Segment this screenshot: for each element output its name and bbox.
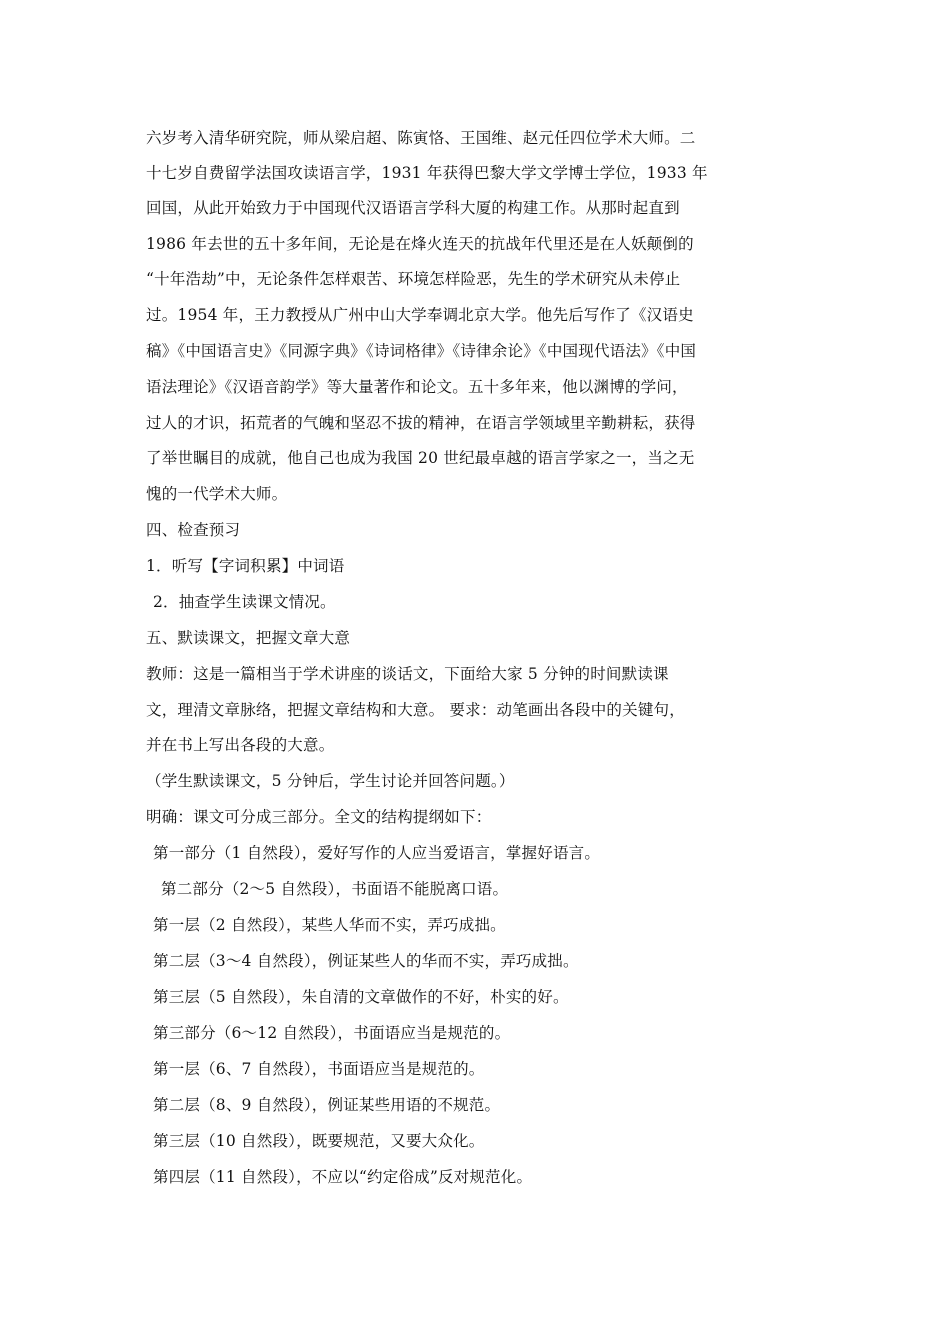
paragraph-line: 回国，从此开始致力于中国现代汉语语言学科大厦的构建工作。从那时起直到	[146, 199, 680, 217]
outline-layer: 第四层（11 自然段），不应以“约定俗成”反对规范化。	[153, 1168, 533, 1186]
section-heading: 五、默读课文，把握文章大意	[146, 629, 351, 647]
outline-layer: 第一层（6、7 自然段），书面语应当是规范的。	[153, 1060, 485, 1078]
paragraph-line: 1986 年去世的五十多年间，无论是在烽火连天的抗战年代里还是在人妖颠倒的	[146, 235, 694, 253]
paragraph-line: 稿》《中国语言史》《同源字典》《诗词格律》《诗律余论》《中国现代语法》《中国	[146, 342, 697, 360]
outline-layer: 第三层（10 自然段），既要规范，又要大众化。	[153, 1132, 485, 1150]
paragraph-line: “十年浩劫”中，无论条件怎样艰苦、环境怎样险恶，先生的学术研究从未停止	[146, 270, 681, 288]
paragraph-line: 十七岁自费留学法国攻读语言学，1931 年获得巴黎大学文学博士学位，1933 年	[146, 164, 708, 182]
outline-part: 第一部分（1 自然段），爱好写作的人应当爱语言，掌握好语言。	[153, 844, 601, 862]
note-line: （学生默读课文，5 分钟后，学生讨论并回答问题。）	[146, 772, 515, 790]
outline-part: 第三部分（6～12 自然段），书面语应当是规范的。	[153, 1024, 511, 1042]
section-heading: 四、检查预习	[146, 521, 241, 539]
paragraph-line: 明确：课文可分成三部分。全文的结构提纲如下：	[146, 808, 492, 826]
paragraph-line: 愧的一代学术大师。	[146, 485, 288, 503]
outline-layer: 第一层（2 自然段），某些人华而不实，弄巧成拙。	[153, 916, 506, 934]
list-item: 2．抽查学生读课文情况。	[153, 593, 336, 611]
outline-layer: 第三层（5 自然段），朱自清的文章做作的不好，朴实的好。	[153, 988, 569, 1006]
paragraph-line: 语法理论》《汉语音韵学》等大量著作和论文。五十多年来，他以渊博的学问，	[146, 378, 688, 396]
paragraph-line: 文，理清文章脉络，把握文章结构和大意。 要求：动笔画出各段中的关键句，	[146, 701, 685, 719]
paragraph-line: 过人的才识，拓荒者的气魄和坚忍不拔的精神，在语言学领域里辛勤耕耘，获得	[146, 414, 696, 432]
outline-part: 第二部分（2～5 自然段），书面语不能脱离口语。	[161, 880, 509, 898]
paragraph-line: 教师：这是一篇相当于学术讲座的谈话文，下面给大家 5 分钟的时间默读课	[146, 665, 669, 683]
outline-layer: 第二层（3～4 自然段），例证某些人的华而不实，弄巧成拙。	[153, 952, 579, 970]
paragraph-line: 并在书上写出各段的大意。	[146, 736, 335, 754]
paragraph-line: 过。1954 年，王力教授从广州中山大学奉调北京大学。他先后写作了《汉语史	[146, 306, 694, 324]
paragraph-line: 六岁考入清华研究院，师从梁启超、陈寅恪、王国维、赵元任四位学术大师。二	[146, 129, 696, 147]
list-item: 1．听写【字词积累】中词语	[146, 557, 345, 575]
outline-layer: 第二层（8、9 自然段），例证某些用语的不规范。	[153, 1096, 501, 1114]
paragraph-line: 了举世瞩目的成就，他自己也成为我国 20 世纪最卓越的语言学家之一，当之无	[146, 449, 695, 467]
